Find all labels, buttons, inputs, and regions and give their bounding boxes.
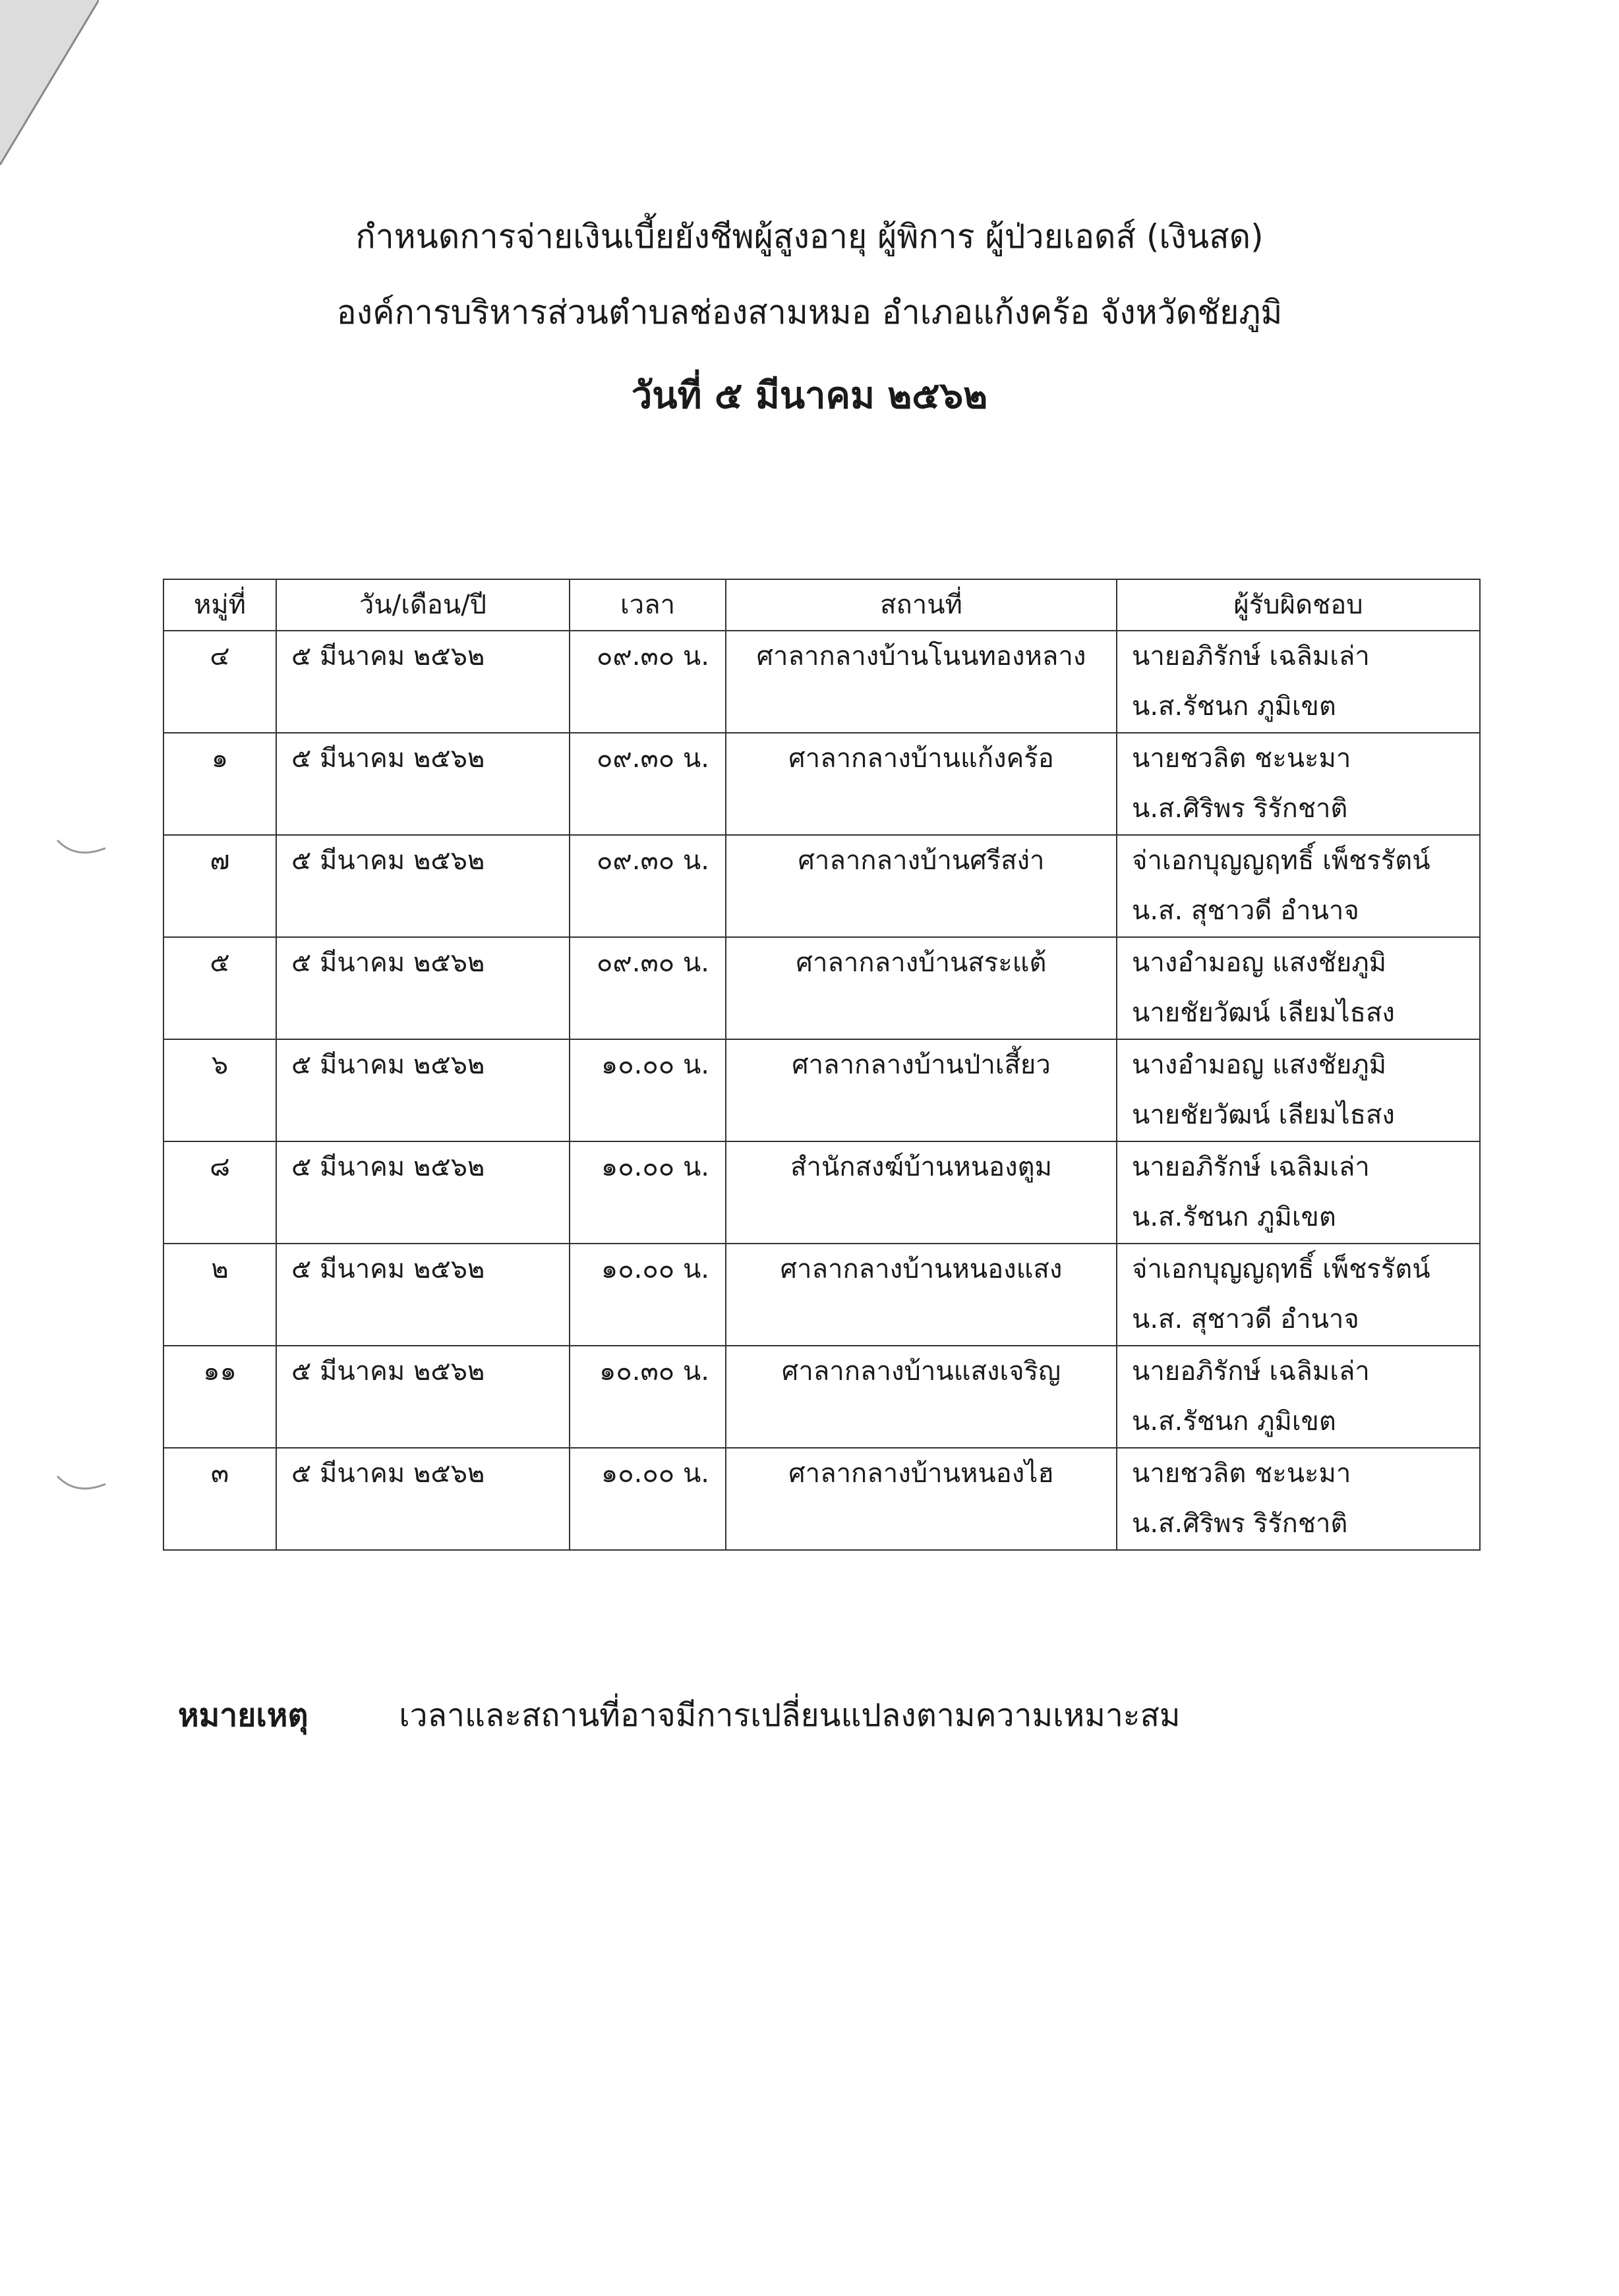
title-line-2: องค์การบริหารส่วนตำบลช่องสามหมอ อำเภอแก้งคร้อ จังหวัดชัยภูมิ xyxy=(336,293,1283,331)
cell-date: ๕ มีนาคม ๒๕๖๒ xyxy=(276,631,570,733)
cell-moo: ๕ xyxy=(163,937,276,1039)
table-row xyxy=(163,1141,1480,1244)
cell-moo: ๑ xyxy=(163,733,276,835)
table-row xyxy=(163,1448,1480,1550)
remark xyxy=(178,1690,1181,1740)
cell-date: ๕ มีนาคม ๒๕๖๒ xyxy=(276,1346,570,1448)
table-row xyxy=(163,1039,1480,1141)
table-row xyxy=(163,1346,1480,1448)
cell-moo: ๗ xyxy=(163,835,276,937)
remark-label: หมายเหตุ xyxy=(178,1697,309,1734)
responsible-secondary: น.ส.ศิริพร ริรักชาติ xyxy=(1132,1508,1348,1539)
cell-place: ศาลากลางบ้านหนองไฮ xyxy=(726,1448,1117,1550)
responsible-secondary: นายชัยวัฒน์ เลียมไธสง xyxy=(1132,1100,1395,1130)
header-moo: หมู่ที่ xyxy=(163,579,276,631)
responsible-secondary: นายชัยวัฒน์ เลียมไธสง xyxy=(1132,998,1395,1028)
cell-responsible xyxy=(1117,733,1480,835)
responsible-secondary: น.ส.ศิริพร ริรักชาติ xyxy=(1132,793,1348,824)
responsible-secondary: น.ส.รัชนก ภูมิเขต xyxy=(1132,1406,1336,1437)
cell-time: ๐๙.๓๐ น. xyxy=(570,937,726,1039)
cell-time: ๑๐.๐๐ น. xyxy=(570,1244,726,1346)
responsible-primary: จ่าเอกบุญญฤทธิ์ เพ็ชรรัตน์ xyxy=(1132,1254,1430,1284)
cell-time: ๑๐.๓๐ น. xyxy=(570,1346,726,1448)
table-row xyxy=(163,835,1480,937)
cell-responsible xyxy=(1117,1039,1480,1141)
cell-time: ๑๐.๐๐ น. xyxy=(570,1039,726,1141)
cell-responsible xyxy=(1117,835,1480,937)
responsible-primary: นางอำมอญ แสงชัยภูมิ xyxy=(1132,1050,1387,1080)
table-row xyxy=(163,733,1480,835)
cell-responsible xyxy=(1117,1141,1480,1244)
responsible-secondary: น.ส.รัชนก ภูมิเขต xyxy=(1132,1202,1336,1232)
header-responsible: ผู้รับผิดชอบ xyxy=(1117,579,1480,631)
table-row xyxy=(163,631,1480,733)
cell-moo: ๘ xyxy=(163,1141,276,1244)
responsible-secondary: น.ส. สุชาวดี อำนาจ xyxy=(1132,896,1359,926)
responsible-primary: นางอำมอญ แสงชัยภูมิ xyxy=(1132,948,1387,978)
cell-date: ๕ มีนาคม ๒๕๖๒ xyxy=(276,835,570,937)
cell-responsible xyxy=(1117,1244,1480,1346)
cell-place: ศาลากลางบ้านแสงเจริญ xyxy=(726,1346,1117,1448)
header-place: สถานที่ xyxy=(726,579,1117,631)
cell-responsible xyxy=(1117,937,1480,1039)
header-date: วัน/เดือน/ปี xyxy=(276,579,570,631)
responsible-primary: จ่าเอกบุญญฤทธิ์ เพ็ชรรัตน์ xyxy=(1132,846,1430,876)
cell-time: ๐๙.๓๐ น. xyxy=(570,835,726,937)
title-line-1: กำหนดการจ่ายเงินเบี้ยยังชีพผู้สูงอายุ ผู้พิการ ผู้ป่วยเอดส์ (เงินสด) xyxy=(355,217,1264,256)
cell-moo: ๒ xyxy=(163,1244,276,1346)
cell-date: ๕ มีนาคม ๒๕๖๒ xyxy=(276,1244,570,1346)
remark-text: เวลาและสถานที่อาจมีการเปลี่ยนแปลงตามความเหมาะสม xyxy=(399,1697,1181,1734)
cell-date: ๕ มีนาคม ๒๕๖๒ xyxy=(276,1141,570,1244)
cell-responsible xyxy=(1117,1346,1480,1448)
cell-place: ศาลากลางบ้านแก้งคร้อ xyxy=(726,733,1117,835)
cell-moo: ๓ xyxy=(163,1448,276,1550)
cell-responsible xyxy=(1117,631,1480,733)
header-time: เวลา xyxy=(570,579,726,631)
cell-place: ศาลากลางบ้านหนองแสง xyxy=(726,1244,1117,1346)
cell-responsible xyxy=(1117,1448,1480,1550)
cell-time: ๐๙.๓๐ น. xyxy=(570,733,726,835)
table-row xyxy=(163,1244,1480,1346)
cell-time: ๑๐.๐๐ น. xyxy=(570,1448,726,1550)
payment-schedule-table xyxy=(163,579,1481,1551)
scan-mark-lower xyxy=(56,1470,109,1496)
responsible-primary: นายชวลิต ชะนะมา xyxy=(1132,743,1351,774)
cell-place: สำนักสงฆ์บ้านหนองตูม xyxy=(726,1141,1117,1244)
cell-date: ๕ มีนาคม ๒๕๖๒ xyxy=(276,1448,570,1550)
cell-date: ๕ มีนาคม ๒๕๖๒ xyxy=(276,1039,570,1141)
responsible-primary: นายอภิรักษ์ เฉลิมเล่า xyxy=(1132,1152,1370,1182)
cell-time: ๑๐.๐๐ น. xyxy=(570,1141,726,1244)
responsible-primary: นายอภิรักษ์ เฉลิมเล่า xyxy=(1132,1356,1370,1387)
responsible-secondary: น.ส.รัชนก ภูมิเขต xyxy=(1132,691,1336,722)
responsible-secondary: น.ส. สุชาวดี อำนาจ xyxy=(1132,1304,1359,1335)
responsible-primary: นายชวลิต ชะนะมา xyxy=(1132,1458,1351,1489)
cell-place: ศาลากลางบ้านสระแต้ xyxy=(726,937,1117,1039)
scan-mark-upper xyxy=(56,834,109,860)
cell-place: ศาลากลางบ้านป่าเสี้ยว xyxy=(726,1039,1117,1141)
responsible-primary: นายอภิรักษ์ เฉลิมเล่า xyxy=(1132,641,1370,672)
cell-date: ๕ มีนาคม ๒๕๖๒ xyxy=(276,733,570,835)
cell-place: ศาลากลางบ้านศรีสง่า xyxy=(726,835,1117,937)
cell-date: ๕ มีนาคม ๒๕๖๒ xyxy=(276,937,570,1039)
table-header-row xyxy=(163,579,1480,631)
cell-moo: ๖ xyxy=(163,1039,276,1141)
page-corner-fold xyxy=(0,0,99,185)
title-date: วันที่ ๕ มีนาคม ๒๕๖๒ xyxy=(631,374,988,417)
table-row xyxy=(163,937,1480,1039)
cell-moo: ๑๑ xyxy=(163,1346,276,1448)
cell-moo: ๔ xyxy=(163,631,276,733)
cell-place: ศาลากลางบ้านโนนทองหลาง xyxy=(726,631,1117,733)
cell-time: ๐๙.๓๐ น. xyxy=(570,631,726,733)
